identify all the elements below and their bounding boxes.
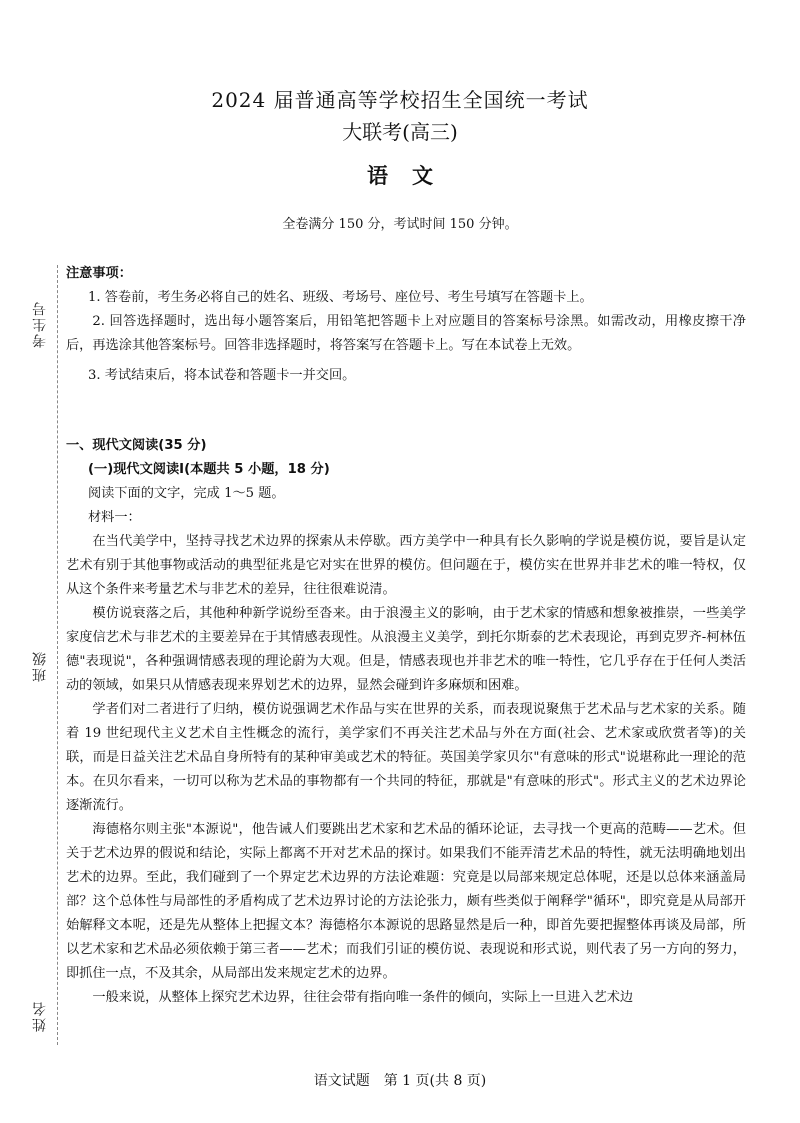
- passage-paragraph: 模仿说衰落之后，其他种种新学说纷至沓来。由于浪漫主义的影响，由于艺术家的情感和想象被推崇，一些美学家度信艺术与非艺术的主要差异在于其情感表现性。从浪漫主义美学，到托尔斯泰的艺术表现论，再到克罗齐-柯林伍德"表现说"，各种强调情感表现的理论蔚为大观。但是，情感表现也并非艺术的唯一特性，它几乎存在于任何人类活动的领域，如果只从情感表现来界划艺术的边界，显然会碰到许多麻烦和困难。: [66, 606, 746, 693]
- section-subtitle: (一)现代文阅读Ⅰ(本题共 5 小题，18 分): [88, 462, 330, 477]
- class-label: 班级: [32, 650, 48, 682]
- exam-title: 2024 届普通高等学校招生全国统一考试: [211, 88, 589, 112]
- passage-paragraph: 海德格尔则主张"本源说"，他告诫人们要跳出艺术家和艺术品的循环论证，去寻找一个更高的范畴——艺术。但关于艺术边界的假说和结论，实际上都离不开对艺术品的探讨。如果我们不能弄清艺术品的特性，就无法明确地划出艺术的边界。至此，我们碰到了一个界定艺术边界的方法论难题：究竟是以局部来规定总体呢，还是以总体来涵盖局部？这个总体性与局部性的矛盾构成了艺术边界讨论的方法论张力，颇有些类似于阐释学"循环"，即究竟是从局部开始解释文本呢，还是先从整体上把握文本？海德格尔本源说的思路显然是后一种，即首先要把握整体再谈及局部，所以艺术家和艺术品必须依赖于第三者——艺术；而我们引证的模仿说、表现说和形式说，则代表了另一方向的努力，即抓住一点，不及其余，从局部出发来规定艺术的边界。: [66, 822, 746, 981]
- examinee-number-label: 考生号: [32, 300, 48, 348]
- exam-info: 全卷满分 150 分，考试时间 150 分钟。: [282, 217, 518, 232]
- exam-subtitle: 大联考(高三): [342, 120, 458, 144]
- reading-section: [66, 434, 746, 1010]
- notice-item: 1. 答卷前，考生务必将自己的姓名、班级、考场号、座位号、考生号填写在答题卡上。: [88, 290, 593, 305]
- passage-paragraph: 在当代美学中，坚持寻找艺术边界的探索从未停歇。西方美学中一种具有长久影响的学说是模仿说，要旨是认定艺术有别于其他事物或活动的典型征兆是它对实在世界的模仿。但问题在于，模仿实在世界并非艺术的唯一特权，仅从这个条件来考量艺术与非艺术的差异，往往很难说清。: [66, 534, 746, 597]
- subject-title: 语文: [367, 164, 457, 188]
- notice-item: 3. 考试结束后，将本试卷和答题卡一并交回。: [88, 368, 356, 383]
- binding-line: [57, 265, 58, 1045]
- notice-heading: 注意事项：: [66, 266, 132, 281]
- notice-block: [66, 262, 746, 388]
- section-title: 一、现代文阅读(35 分): [66, 438, 207, 453]
- passage-paragraph: 一般来说，从整体上探究艺术边界，往往会带有指向唯一条件的倾向，实际上一旦进入艺术边: [92, 990, 634, 1005]
- material-label: 材料一：: [88, 510, 141, 525]
- exam-header: [0, 86, 800, 190]
- passage-paragraph: 学者们对二者进行了归纳，模仿说强调艺术作品与实在世界的关系，而表现说聚焦于艺术品与艺术家的关系。随着 19 世纪现代主义艺术自主性概念的流行，美学家们不再关注艺术品与外在方面(社会、艺术家或欣赏者等)的关联，而是日益关注艺术品自身所特有的某种审美或艺术的特征。英国美学家贝尔"有意味的形式"说堪称此一理论的范本。在贝尔看来，一切可以称为艺术品的事物都有一个共同的特征，那就是"有意味的形式"。形式主义的艺术边界论逐渐流行。: [66, 702, 746, 813]
- page-footer: 语文试题 第 1 页(共 8 页): [313, 1073, 487, 1089]
- section-instruction: 阅读下面的文字，完成 1～5 题。: [88, 486, 285, 501]
- notice-item: 2. 回答选择题时，选出每小题答案后，用铅笔把答题卡上对应题目的答案标号涂黑。如需改动，用橡皮擦干净后，再选涂其他答案标号。回答非选择题时，将答案写在答题卡上。写在本试卷上无效。: [66, 314, 746, 353]
- name-label: 姓名: [32, 1000, 48, 1032]
